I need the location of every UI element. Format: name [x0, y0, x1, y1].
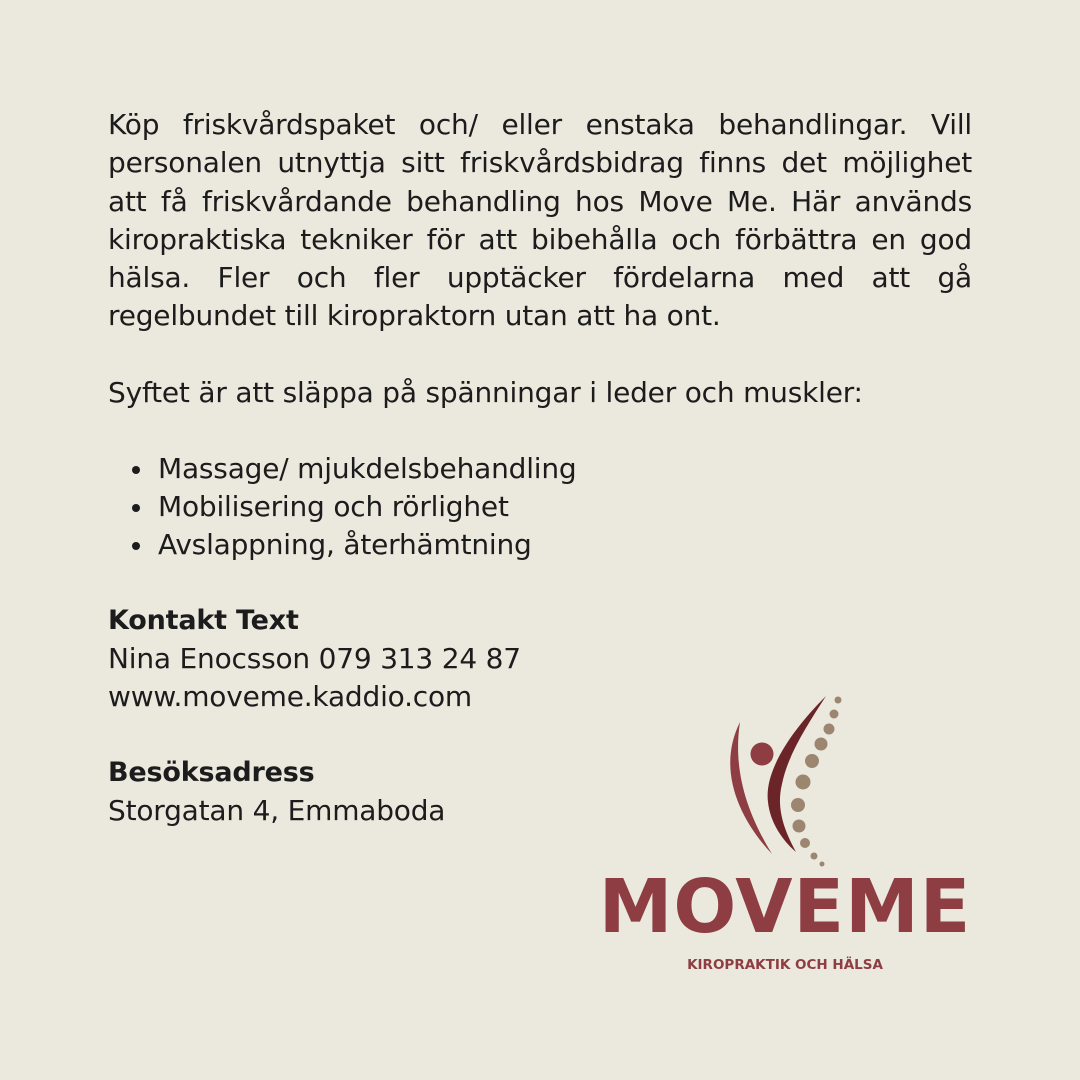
logo-wordmark: MOVEME: [598, 864, 972, 950]
list-item: Mobilisering och rörlighet: [108, 488, 972, 526]
list-item: Massage/ mjukdelsbehandling: [108, 450, 972, 488]
spine-dots: [791, 697, 842, 867]
contact-website: www.moveme.kaddio.com: [108, 679, 472, 713]
body-arc-outer: [730, 722, 772, 854]
head-dot: [751, 743, 774, 766]
service-list: [108, 450, 972, 564]
intro-paragraph: Köp friskvårdspaket och/ eller enstaka behandlingar. Vill personalen utnyttja sitt friskvårdsbidrag finns det möjlighet att få friskvårdande behandling hos Move Me. Här används kiropraktiska tekniker för att bibehålla och förbättra en god hälsa. Fler och fler upptäcker fördelarna med att gå regelbundet till kiropraktorn utan att ha ont.: [108, 108, 972, 333]
purpose-paragraph: Syftet är att släppa på spänningar i leder och muskler:: [108, 375, 863, 409]
moveme-logo: [590, 690, 980, 980]
address-line: Storgatan 4, Emmaboda: [108, 793, 446, 827]
list-item: Avslappning, återhämtning: [108, 526, 972, 564]
contact-heading: Kontakt Text: [108, 604, 299, 636]
contact-phone: Nina Enocsson 079 313 24 87: [108, 641, 521, 675]
address-heading: Besöksadress: [108, 756, 315, 788]
spine-figure-icon: [730, 690, 850, 875]
logo-tagline: KIROPRAKTIK OCH HÄLSA: [687, 957, 883, 973]
